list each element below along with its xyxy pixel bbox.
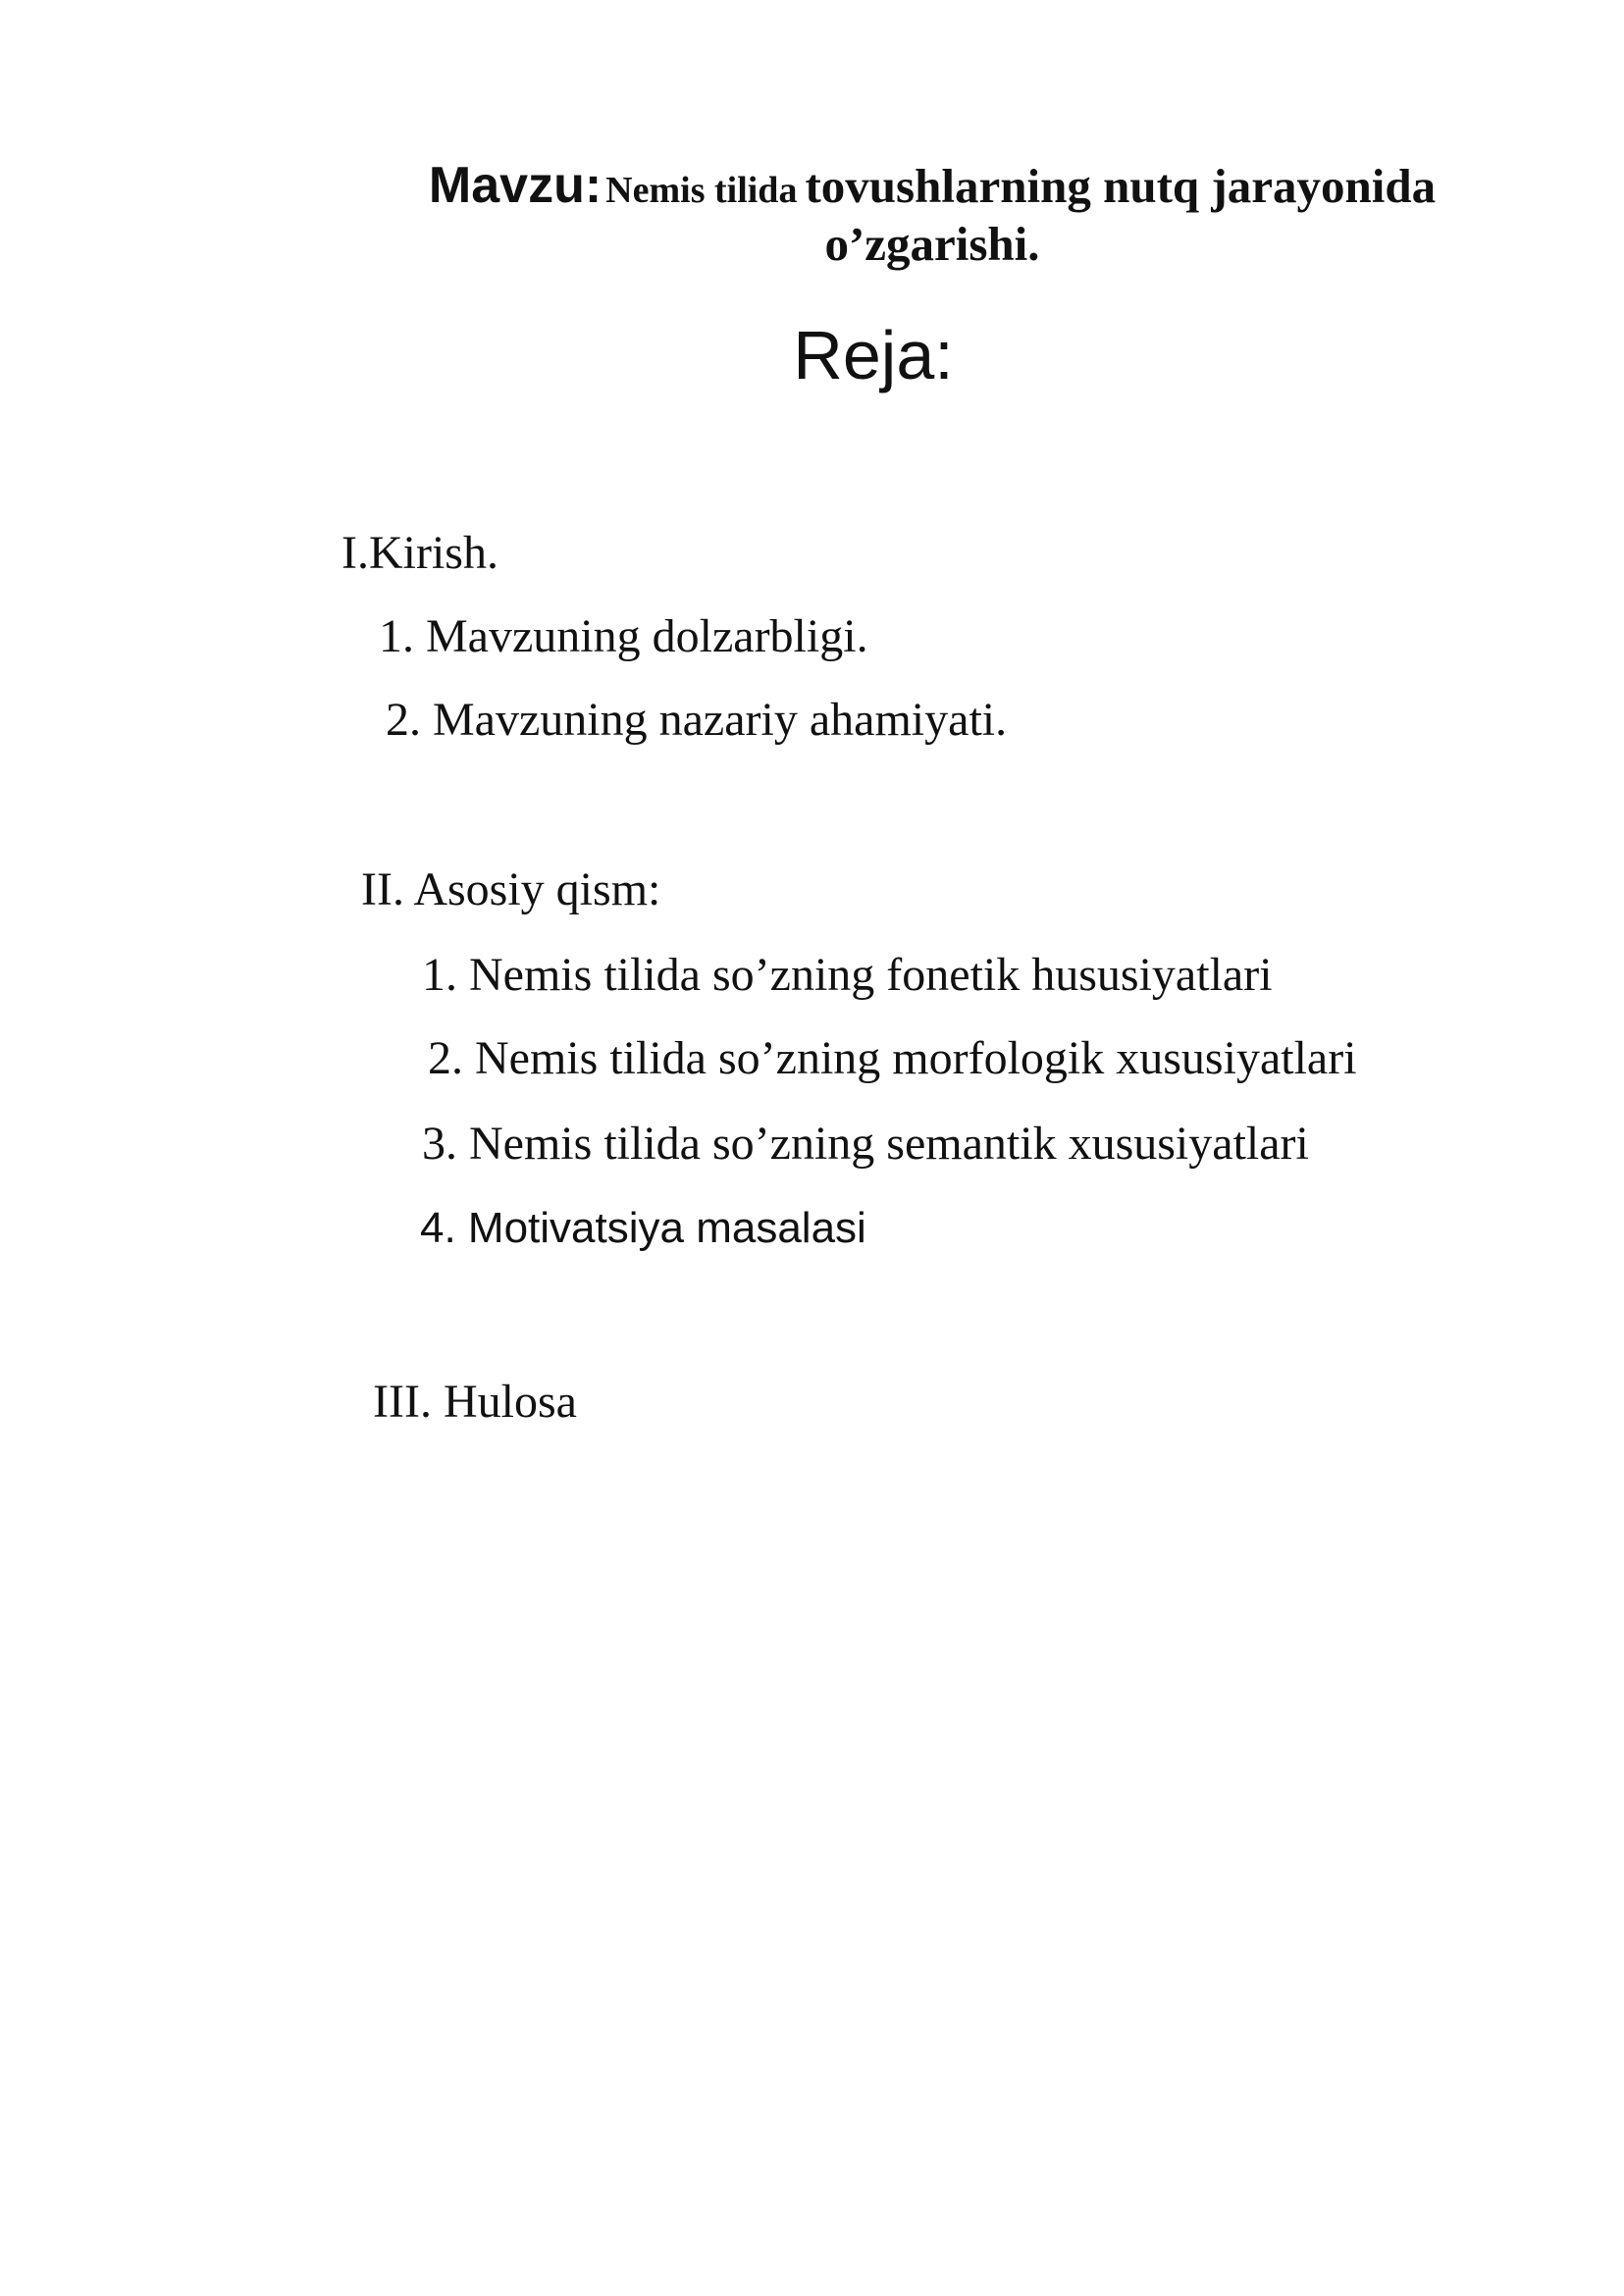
list-item: 2. Nemis tilida so’zning morfologik xususiyatlari	[428, 1032, 1357, 1084]
section-heading-intro: I.Kirish.	[341, 527, 498, 579]
section-heading-main: II. Asosiy qism:	[361, 863, 661, 915]
title-label: Mavzu:	[428, 157, 602, 214]
title-line-2: o’zgarishi.	[824, 217, 1040, 272]
list-item: 1. Nemis tilida so’zning fonetik hususiyatlari	[422, 949, 1273, 1001]
list-item: 1. Mavzuning dolzarbligi.	[379, 610, 868, 662]
list-item: 4. Motivatsiya masalasi	[420, 1204, 866, 1252]
document-title	[373, 155, 1492, 274]
title-main-part: tovushlarning nutq jarayonida	[805, 159, 1437, 213]
title-line-1	[373, 155, 1492, 216]
title-small-part: Nemis tilida	[605, 170, 798, 211]
list-item: 2. Mavzuning nazariy ahamiyati.	[386, 694, 1008, 746]
plan-heading: Reja:	[793, 317, 954, 393]
section-heading-conclusion: III. Hulosa	[373, 1376, 577, 1428]
list-item: 3. Nemis tilida so’zning semantik xususiyatlari	[422, 1118, 1309, 1170]
